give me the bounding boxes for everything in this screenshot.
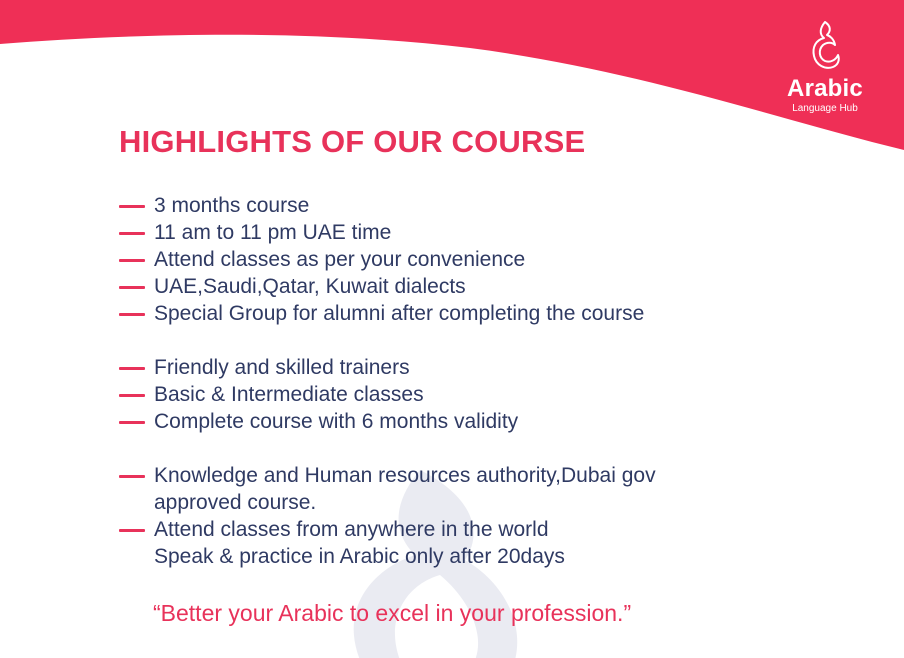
highlight-item — [119, 516, 819, 570]
highlight-text: 11 am to 11 pm UAE time — [154, 221, 392, 244]
highlight-text: Knowledge and Human resources authority,Dubai gov — [154, 464, 656, 487]
dash-bullet-icon — [119, 394, 145, 397]
highlight-item — [119, 354, 819, 381]
dash-bullet-icon — [119, 259, 145, 262]
brand-tagline: Language Hub — [792, 103, 858, 114]
dash-bullet-icon — [119, 421, 145, 424]
highlight-item — [119, 408, 819, 435]
dash-bullet-icon — [119, 232, 145, 235]
dash-bullet-icon — [119, 475, 145, 478]
dash-bullet-icon — [119, 205, 145, 208]
brand-name: Arabic — [787, 75, 863, 102]
highlight-text: Attend classes from anywhere in the world — [154, 518, 549, 541]
highlight-text: Friendly and skilled trainers — [154, 356, 410, 379]
highlight-text: approved course. — [154, 491, 317, 514]
closing-quote: “Better your Arabic to excel in your profession.” — [153, 600, 632, 626]
arabic-calligraphy-logo-icon — [805, 20, 845, 76]
highlight-text: Speak & practice in Arabic only after 20days — [154, 545, 565, 568]
highlight-item — [119, 381, 819, 408]
highlights-list — [119, 192, 819, 570]
highlight-text: UAE,Saudi,Qatar, Kuwait dialects — [154, 275, 466, 298]
group-spacer — [119, 327, 819, 354]
dash-bullet-icon — [119, 367, 145, 370]
highlight-item — [119, 462, 819, 516]
highlight-text: Attend classes as per your convenience — [154, 248, 526, 271]
highlight-text: Special Group for alumni after completing the course — [154, 302, 645, 325]
highlight-item — [119, 219, 819, 246]
highlight-item — [119, 300, 819, 327]
group-spacer — [119, 435, 819, 462]
dash-bullet-icon — [119, 313, 145, 316]
highlight-text: Complete course with 6 months validity — [154, 410, 519, 433]
dash-bullet-icon — [119, 529, 145, 532]
highlight-item — [119, 273, 819, 300]
highlight-text: Basic & Intermediate classes — [154, 383, 424, 406]
page-title: HIGHLIGHTS OF OUR COURSE — [119, 124, 586, 159]
highlight-item — [119, 192, 819, 219]
highlight-item — [119, 246, 819, 273]
dash-bullet-icon — [119, 286, 145, 289]
highlight-text: 3 months course — [154, 194, 310, 217]
brand-logo — [770, 20, 880, 115]
